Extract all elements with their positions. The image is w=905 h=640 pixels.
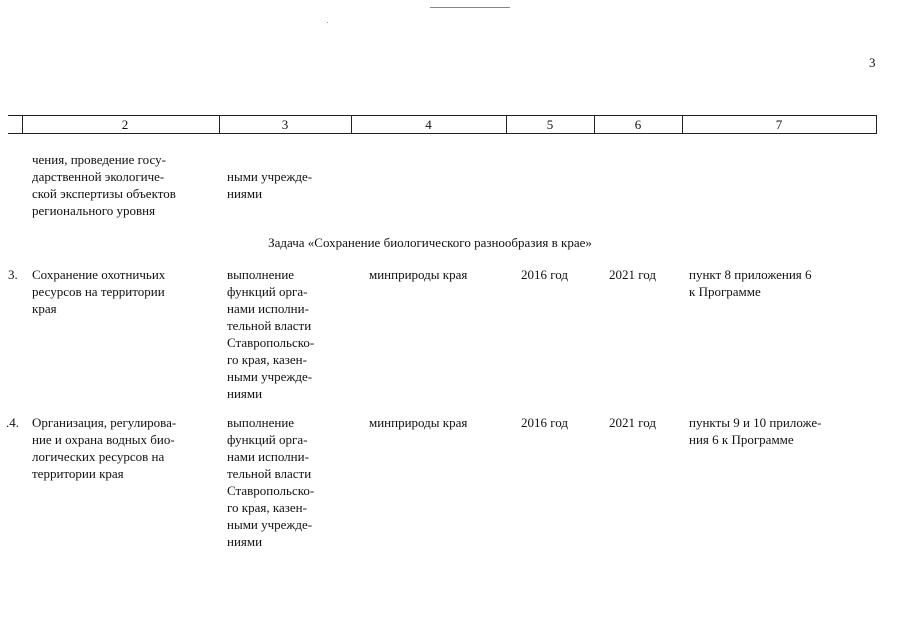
row-reference bbox=[689, 266, 868, 300]
text-line: ниями bbox=[227, 186, 263, 201]
text-line: тельной власти bbox=[227, 466, 312, 481]
task-title: Задача «Сохранение биологического разнообразия в крае» bbox=[268, 235, 592, 250]
text-line: логических ресурсов на bbox=[32, 449, 165, 464]
continuation-col2 bbox=[32, 151, 217, 219]
row-responsible: минприроды края bbox=[369, 415, 468, 430]
text-line: ния 6 к Программе bbox=[689, 432, 794, 447]
header-col-4: 4 bbox=[425, 117, 432, 132]
text-line: Организация, регулирова- bbox=[32, 415, 177, 430]
text-line: ными учрежде- bbox=[227, 169, 313, 184]
text-line: пункты 9 и 10 приложе- bbox=[689, 415, 822, 430]
header-col-6: 6 bbox=[634, 117, 642, 132]
text-line: нами исполни- bbox=[227, 449, 309, 464]
scan-dot bbox=[327, 22, 328, 23]
row-responsible: минприроды края bbox=[369, 267, 468, 282]
text-line: чения, проведение госу- bbox=[32, 152, 166, 167]
page-number: 3 bbox=[869, 55, 876, 70]
text-line: го края, казен- bbox=[227, 500, 307, 515]
row-end-year: 2021 год bbox=[609, 415, 656, 430]
text-line: го края, казен- bbox=[227, 352, 307, 367]
continuation-col3 bbox=[227, 168, 346, 202]
text-line: пункт 8 приложения 6 bbox=[689, 267, 812, 282]
header-col-2: 2 bbox=[121, 117, 129, 132]
text-line: Ставропольско- bbox=[227, 335, 315, 350]
text-line: регионального уровня bbox=[32, 203, 156, 218]
text-line: ресурсов на территории bbox=[32, 284, 165, 299]
row-title bbox=[32, 414, 217, 482]
row-reference bbox=[689, 414, 868, 448]
text-line: Ставропольско- bbox=[227, 483, 315, 498]
row-title bbox=[32, 266, 217, 317]
text-line: выполнение bbox=[227, 267, 295, 282]
text-line: функций орга- bbox=[227, 432, 308, 447]
header-col-7: 7 bbox=[775, 117, 783, 132]
text-line: дарственной экологиче- bbox=[32, 169, 165, 184]
text-line: края bbox=[32, 301, 57, 316]
text-line: ской экспертизы объектов bbox=[32, 186, 176, 201]
header-col-5: 5 bbox=[546, 117, 554, 132]
row-executor bbox=[227, 414, 346, 550]
text-line: выполнение bbox=[227, 415, 295, 430]
text-line: к Программе bbox=[689, 284, 761, 299]
table-header bbox=[8, 115, 877, 134]
text-line: нами исполни- bbox=[227, 301, 309, 316]
text-line: Сохранение охотничьих bbox=[32, 267, 166, 282]
header-col-3: 3 bbox=[281, 117, 289, 132]
row-start-year: 2016 год bbox=[521, 267, 568, 282]
row-start-year: 2016 год bbox=[521, 415, 568, 430]
text-line: ние и охрана водных био- bbox=[32, 432, 175, 447]
text-line: функций орга- bbox=[227, 284, 308, 299]
text-line: ными учрежде- bbox=[227, 369, 313, 384]
text-line: территории края bbox=[32, 466, 124, 481]
top-rule bbox=[430, 7, 510, 8]
text-line: ными учрежде- bbox=[227, 517, 313, 532]
row-end-year: 2021 год bbox=[609, 267, 656, 282]
row-number: 3. bbox=[8, 267, 18, 282]
text-line: ниями bbox=[227, 386, 263, 401]
row-executor bbox=[227, 266, 346, 402]
text-line: ниями bbox=[227, 534, 263, 549]
text-line: тельной власти bbox=[227, 318, 312, 333]
row-number: .4. bbox=[6, 415, 19, 430]
